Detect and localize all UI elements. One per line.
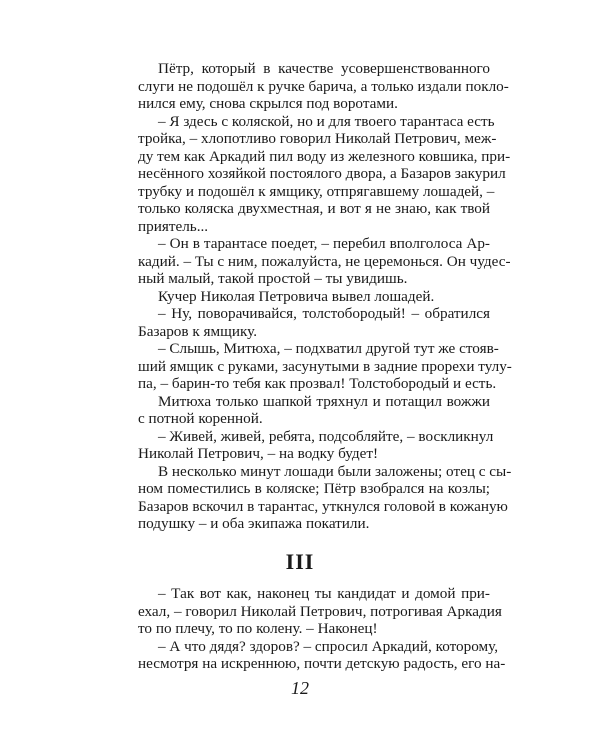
text-line: Николай Петрович, – на водку будет! — [138, 445, 379, 462]
text-line: ду тем как Аркадий пил воду из железного ковшика, при- — [138, 147, 511, 165]
text-line: с потной коренной. — [138, 410, 263, 427]
text-line: Пётр, который в качестве усовершенствованного — [158, 60, 490, 77]
text-line: Базаров вскочил в тарантас, уткнулся головой в кожаную — [138, 497, 508, 515]
text-line: – Я здесь с коляской, но и для твоего тарантаса есть — [158, 112, 495, 130]
text-line: Базаров к ямщику. — [138, 322, 257, 340]
text-line: ном поместились в коляске; Пётр взобрался на козлы; — [138, 480, 490, 497]
text-line: то по плечу, то по колену. – Наконец! — [138, 620, 378, 637]
text-line: – Живей, живей, ребята, подсобляйте, – воскликнул — [158, 427, 494, 445]
page-number: 12 — [291, 678, 309, 698]
text-line: тройка, – хлопотливо говорил Николай Петрович, меж- — [138, 130, 497, 147]
text-line: ехал, – говорил Николай Петрович, потрогивая Аркадия — [138, 602, 502, 620]
text-line: – А что дядя? здоров? – спросил Аркадий, которому, — [158, 637, 499, 655]
text-line: – Он в тарантасе поедет, – перебил вполголоса Ар- — [158, 235, 490, 252]
text-line: трубку и подошёл к ямщику, отпрягавшему лошадей, – — [138, 182, 495, 200]
chapter-heading: III — [285, 549, 315, 574]
text-line: В несколько минут лошади были заложены; отец с сы- — [158, 462, 512, 480]
text-line: только коляска двухместная, и вот я не знаю, как твой — [138, 200, 490, 217]
text-line: несмотря на искреннюю, почти детскую радость, его на- — [138, 655, 506, 672]
text-line: несённого хозяйкой постоялого двора, а Базаров закурил — [138, 165, 506, 182]
text-line: кадий. – Ты с ним, пожалуйста, не церемонься. Он чудес- — [138, 252, 511, 270]
text-line: па, – барин-то тебя как прозвал! Толстобородый и есть. — [138, 375, 497, 392]
text-line: приятель... — [138, 217, 209, 235]
text-line: ный малый, такой простой – ты увидишь. — [138, 270, 408, 287]
text-line: подушку – и оба экипажа покатили. — [138, 515, 370, 532]
text-line: – Слышь, Митюха, – подхватил другой тут же стояв- — [158, 340, 499, 357]
text-line: нился ему, снова скрылся под воротами. — [138, 95, 398, 112]
text-line: слуги не подошёл к ручке барича, а только издали покло- — [138, 77, 509, 95]
text-line: Кучер Николая Петровича вывел лошадей. — [158, 287, 435, 305]
text-line: Митюха только шапкой тряхнул и потащил вожжи — [158, 392, 490, 410]
text-line: – Ну, поворачивайся, толстобородый! – обратился — [158, 305, 490, 322]
text-line: – Так вот как, наконец ты кандидат и домой при- — [158, 585, 490, 602]
text-line: ший ямщик с руками, засунутыми в задние прорехи тулу- — [138, 357, 512, 375]
